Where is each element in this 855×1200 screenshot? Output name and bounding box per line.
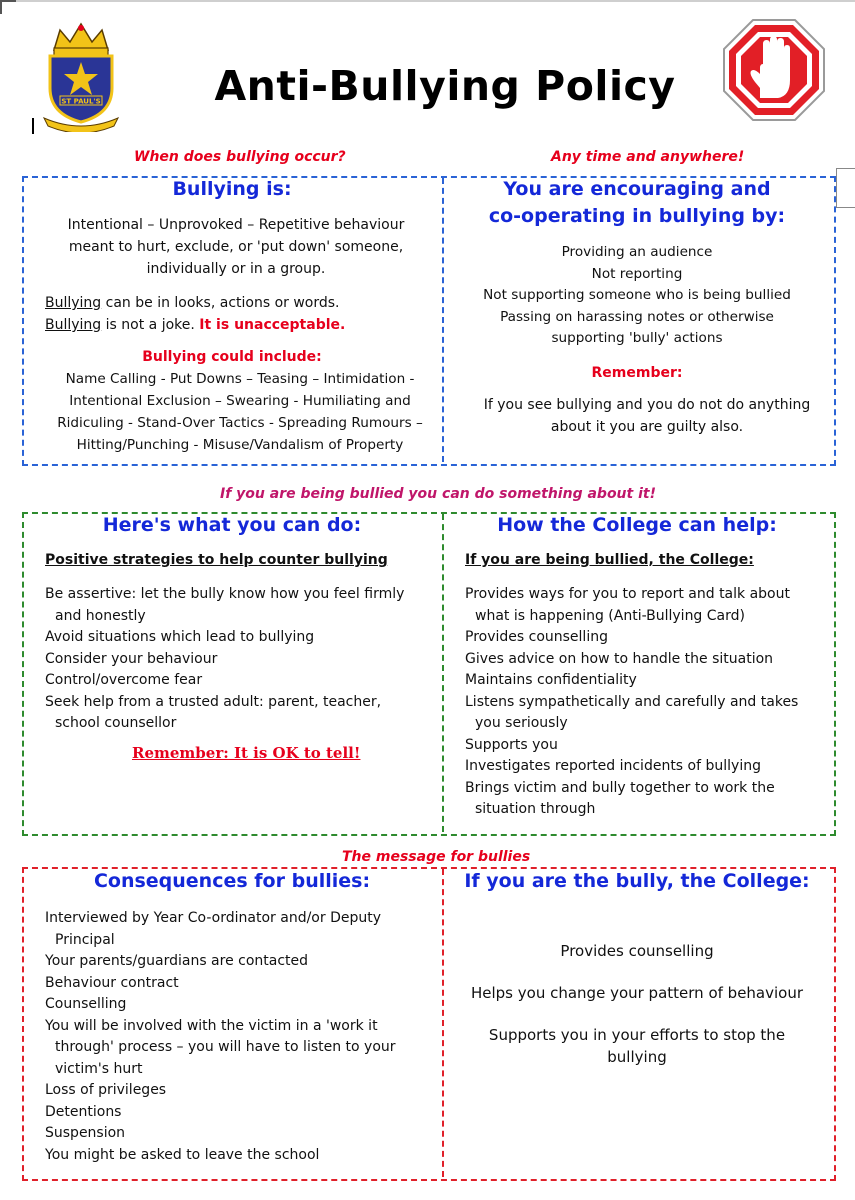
bullying-word: Bullying: [45, 295, 102, 311]
list-item: Your parents/guardians are contacted: [45, 953, 309, 969]
list-item: Investigates reported incidents of bullying: [465, 758, 761, 774]
page-title: Anti-Bullying Policy: [214, 62, 676, 110]
crest-label: ST PAUL'S: [61, 97, 101, 106]
list-item: Detentions: [45, 1103, 122, 1120]
consequences-list: [45, 908, 420, 1166]
bullying-line2-rest: is not a joke.: [101, 317, 200, 333]
list-item: Maintains confidentiality: [465, 672, 637, 688]
encouraging-list: [454, 242, 820, 350]
list-item: Gives advice on how to handle the situation: [465, 650, 774, 667]
list-item: Loss of privileges: [45, 1082, 167, 1098]
bully-college-item-2: Helps you change your pattern of behaviour: [470, 984, 804, 1002]
list-item: Interviewed by Year Co-ordinator and/or Deputy Principal: [45, 910, 381, 948]
list-item: Passing on harassing notes or otherwise: [500, 308, 774, 325]
remember-label: Remember:: [591, 365, 683, 381]
strategies-list: [45, 584, 430, 735]
section-bullies-divider: [442, 869, 444, 1177]
message-prompt: The message for bullies: [342, 849, 531, 865]
bullying-definition: Intentional – Unprovoked – Repetitive behaviour meant to hurt, exclude, or 'put down' someone, individually or in a group.: [67, 217, 405, 277]
list-item: Supports you: [465, 736, 558, 753]
when-prompt: When does bullying occur?: [134, 149, 346, 165]
list-item: Provides counselling: [465, 629, 608, 645]
positive-strategies-subheading: Positive strategies to help counter bullying: [45, 552, 388, 568]
list-item: Brings victim and bully together to work the situation through: [465, 779, 775, 817]
encouraging-heading-line2: co-operating in bullying by:: [488, 205, 786, 227]
consequences-heading: Consequences for bullies:: [93, 870, 371, 892]
list-item: Suspension: [45, 1125, 126, 1141]
list-item: Providing an audience: [561, 244, 713, 260]
encouraging-heading: [444, 176, 830, 230]
page-edge-tab: [836, 168, 855, 208]
list-item: Be assertive: let the bully know how you feel firmly and honestly: [45, 586, 405, 624]
list-item: supporting 'bully' actions: [551, 330, 723, 346]
bully-college-item-3: Supports you in your efforts to stop the bullying: [488, 1026, 786, 1066]
list-item: You might be asked to leave the school: [45, 1146, 320, 1163]
list-item: Consider your behaviour: [45, 650, 218, 667]
text-cursor: [32, 118, 34, 134]
list-item: Behaviour contract: [45, 974, 179, 991]
any-time-prompt: Any time and anywhere!: [551, 149, 745, 165]
corner-marker: [0, 0, 16, 14]
school-crest-icon: [40, 22, 122, 132]
remember-text: If you see bullying and you do not do anything about it you are guilty also.: [483, 397, 811, 435]
bullying-statements: [45, 292, 435, 336]
if-you-are-bully-heading: If you are the bully, the College:: [464, 870, 810, 892]
list-item: Avoid situations which lead to bullying: [45, 629, 315, 645]
list-item: Not reporting: [591, 265, 683, 282]
bully-college-item-1: Provides counselling: [560, 942, 714, 960]
college-subheading: If you are being bullied, the College:: [465, 552, 754, 568]
section-help-divider: [442, 514, 444, 832]
list-item: Provides ways for you to report and talk about what is happening (Anti-Bullying Card): [465, 586, 790, 624]
list-item: Counselling: [45, 996, 127, 1012]
bullying-is-heading: Bullying is:: [172, 178, 292, 200]
page-top-edge: [0, 0, 855, 2]
list-item: Seek help from a trusted adult: parent, teacher, school counsellor: [45, 693, 382, 731]
being-bullied-prompt: If you are being bullied you can do something about it!: [220, 486, 656, 502]
stop-hand-sign-icon: [722, 18, 826, 122]
college-help-heading: How the College can help:: [497, 514, 777, 536]
list-item: You will be involved with the victim in a 'work it through' process – you will have to listen to your victim's hurt: [45, 1017, 396, 1077]
list-item: Listens sympathetically and carefully and takes you seriously: [465, 693, 799, 731]
bullying-line1-rest: can be in looks, actions or words.: [101, 295, 340, 311]
list-item: Not supporting someone who is being bullied: [483, 287, 791, 303]
encouraging-heading-line1: You are encouraging and: [503, 178, 771, 200]
could-include-text: Name Calling - Put Downs – Teasing – Intimidation - Intentional Exclusion – Swearing - Humiliating and Ridiculing - Stand-Over Tactics - Spreading Rumours – Hitting/Punching - Misuse/Vandalism of Property: [57, 371, 423, 453]
list-item: Control/overcome fear: [45, 672, 203, 688]
bullying-word-2: Bullying: [45, 317, 102, 333]
could-include-label: Bullying could include:: [142, 349, 322, 365]
what-you-can-do-heading: Here's what you can do:: [102, 514, 362, 536]
ok-to-tell-text: Remember: It is OK to tell!: [132, 744, 361, 762]
unacceptable-text: It is unacceptable.: [199, 317, 346, 333]
college-help-list: [465, 584, 820, 821]
